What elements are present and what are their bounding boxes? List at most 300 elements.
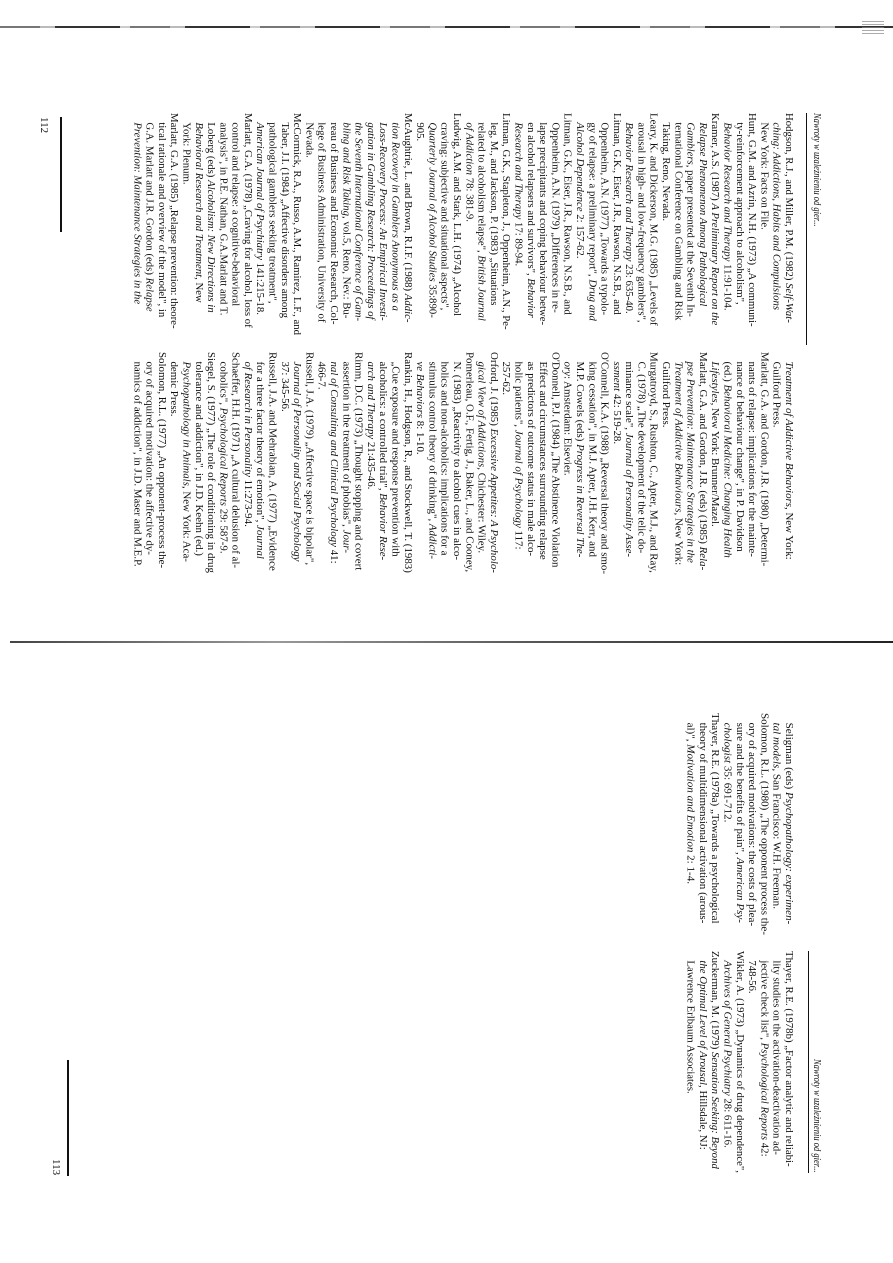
italic-title: ching: Addictions, Habits and Compulsions xyxy=(770,122,782,311)
reference-entry xyxy=(167,352,216,574)
italic-title: Journal of Personality Asse- xyxy=(623,432,635,557)
reference-text: 8: 1-10. xyxy=(414,418,426,455)
page-gutter-line xyxy=(10,641,893,643)
reference-line xyxy=(265,352,277,574)
italic-title: Addic- xyxy=(401,293,413,323)
reference-line xyxy=(597,113,609,335)
reference-line xyxy=(241,113,253,335)
reference-line xyxy=(782,951,794,1173)
reference-text: ty-reinforcement approach to alcoholism", xyxy=(733,122,745,305)
reference-line xyxy=(351,352,363,574)
reference-column-2 xyxy=(130,352,794,574)
reference-entry xyxy=(622,113,659,335)
reference-entry xyxy=(659,352,708,574)
reference-text: analysis", in P.E. Nathan, G.A.Marlatt and T. xyxy=(217,122,229,316)
italic-title: Alcohol Dependence xyxy=(573,122,585,212)
reference-line xyxy=(487,113,499,335)
reference-text: , San Francisco: W.H. Freeman. xyxy=(770,768,782,909)
reference-text: stimulus control theory of drinking", xyxy=(426,361,438,524)
italic-title: pse Prevention: Maintenance Strategies in the xyxy=(684,361,696,563)
reference-line xyxy=(425,113,437,335)
italic-title: gation in Gambling Research: Proceedings of xyxy=(364,122,376,320)
reference-text: Nevada. xyxy=(303,122,315,158)
reference-entry xyxy=(769,352,794,574)
reference-line xyxy=(585,352,597,574)
italic-title: Journal of Psychology xyxy=(512,429,524,528)
reference-entry xyxy=(462,113,511,335)
reference-line xyxy=(671,352,683,574)
italic-title: American Journal of Psychiatry xyxy=(254,122,266,261)
reference-text: , New York: xyxy=(783,507,794,560)
reference-entry xyxy=(683,713,720,935)
reference-line xyxy=(733,352,745,574)
reference-line xyxy=(573,113,585,335)
reference-text: arousal in high- and low-frequency gamblers", xyxy=(635,122,647,323)
italic-title: Excessive Appetites: A Psycholo- xyxy=(487,428,499,573)
reference-text: Marlatt, G.A. and Gordon, J.R. (eds) (1985) xyxy=(696,352,708,547)
reference-line xyxy=(634,113,646,335)
reference-entry xyxy=(130,113,179,335)
reference-line xyxy=(610,352,622,574)
italic-title: Alcoholism: New Directions in xyxy=(205,180,217,313)
reference-line xyxy=(646,113,658,335)
reference-line xyxy=(327,352,339,574)
italic-title: Drug and xyxy=(586,279,598,321)
reference-text: Kramer, A.S. (1987) xyxy=(709,113,721,204)
reference-line xyxy=(708,713,720,935)
reference-text: Hunt, G.M. and Azrin, N.H. (1973) „A communi- xyxy=(746,113,758,327)
reference-text: , New xyxy=(192,277,204,303)
reference-text: Murgatroyd, S., Rushton, C., Apter, M.J., and Ray, xyxy=(647,352,659,573)
reference-text: Lawrence Erlbaum Associates. xyxy=(684,960,696,1094)
reference-line xyxy=(733,951,745,1173)
italic-title: Psychopathology: experimen- xyxy=(783,791,794,925)
reference-line xyxy=(659,352,671,574)
reference-line xyxy=(339,113,351,335)
reference-text: holics and non-alcoholics: implications for a xyxy=(438,361,450,556)
reference-text: tolerance and addiction", in J.D. Keehn (ed.) xyxy=(192,361,204,556)
reference-entry xyxy=(278,352,315,574)
italic-title: Behavior xyxy=(524,278,536,318)
reference-line xyxy=(720,113,732,335)
italic-title: British Journal xyxy=(475,255,487,321)
running-header: Nawroty w uzależnieniu od gier... xyxy=(811,113,822,227)
reference-line xyxy=(757,352,769,574)
reference-text: related to alcoholism relapse", xyxy=(475,122,487,256)
reference-text: Effect and circumstances surrounding relapse xyxy=(537,361,549,560)
reference-line xyxy=(413,113,425,335)
running-header: Nawroty w uzależnieniu od gier... xyxy=(811,1059,822,1173)
reference-line xyxy=(782,713,794,935)
reference-text: 11:91-104. xyxy=(721,261,733,311)
reference-line xyxy=(683,352,695,574)
reference-text: 35: 691-712. xyxy=(721,763,733,823)
reference-line xyxy=(179,352,191,574)
italic-title: Prevention: Maintenance Strategies in the xyxy=(131,122,143,305)
reference-entry xyxy=(413,352,474,574)
reference-text: Thayer, R.E. (1978a) „Towards a psychological xyxy=(709,713,721,924)
italic-title: American Psy- xyxy=(733,857,745,923)
reference-text: leg, M., and Jackson, P. (1983) „Situations xyxy=(487,122,499,306)
reference-line xyxy=(179,113,191,335)
reference-line xyxy=(536,113,548,335)
reference-text: lege of Business Administration, University of xyxy=(315,122,327,323)
italic-title: Treatment of Addictive Behaviors xyxy=(783,361,794,508)
reference-line xyxy=(364,352,376,574)
reference-text: Taking, Reno, Nevada. xyxy=(660,122,672,222)
reference-line xyxy=(511,352,523,574)
reference-line xyxy=(769,713,781,935)
reference-text: nance of behaviour change", in P. Davidson xyxy=(733,361,745,552)
reference-text: 257-62. xyxy=(500,361,512,396)
reference-line xyxy=(696,113,708,335)
reference-line xyxy=(622,113,634,335)
reference-text: en alcohol relapsers and survivors", xyxy=(524,122,536,279)
reference-line xyxy=(376,352,388,574)
italic-title: ssment xyxy=(610,361,622,392)
reference-text: demic Press. xyxy=(168,361,180,417)
reference-text: , Chichester: Wiley. xyxy=(475,467,487,554)
italic-title: tal models xyxy=(770,722,782,769)
reference-line xyxy=(388,352,400,574)
reference-line xyxy=(204,113,216,335)
reference-text: ory of acquired motivation: the affective dy- xyxy=(143,361,155,555)
italic-title: bling and Risk Taking xyxy=(340,122,352,217)
reference-line xyxy=(720,352,732,574)
reference-line xyxy=(683,951,695,1173)
reference-line xyxy=(155,352,167,574)
reference-line xyxy=(683,113,695,335)
reference-text: Marlatt, G.A. (1978) „Craving for alcohol, loss of xyxy=(241,113,253,328)
reference-text: 748-56. xyxy=(746,960,758,994)
reference-text: Orford, J. (1985) xyxy=(487,352,499,429)
reference-text: pathological gamblers seeking treatment", xyxy=(266,122,278,304)
reference-entry xyxy=(720,113,757,335)
reference-text: Wikler, A. (1973) „Dynamics of drug dependence", xyxy=(733,951,745,1173)
reference-text: 466-7. xyxy=(315,361,327,390)
reference-line xyxy=(142,113,154,335)
reference-text: Taber, J.I. (1984) „Affective disorders among xyxy=(278,122,290,319)
reference-text: craving: subjective and situational aspects", xyxy=(438,122,450,311)
reference-text: Marlatt, G.A. (1985) „Relapse prevention: theore- xyxy=(168,113,180,329)
italic-title: Sensation Seeking: Beyond xyxy=(709,1052,721,1169)
reference-entry xyxy=(302,113,413,335)
italic-title: Relapse Phenomenon Among Pathological xyxy=(696,122,708,307)
reference-line xyxy=(376,113,388,335)
reference-line xyxy=(474,352,486,574)
reference-entry xyxy=(720,951,745,1173)
footer-rule xyxy=(67,1060,69,1176)
reference-line xyxy=(216,352,228,574)
reference-text: Marlatt, G.A. and Gordon, J.R. (1980) „Determi- xyxy=(758,352,770,567)
italic-title: Lifestyles xyxy=(709,361,721,403)
reference-line xyxy=(204,352,216,574)
reference-text: Hodgson, R.J., and Miller, P.M. (1982) xyxy=(783,113,794,284)
reference-text: Loberg (eds) xyxy=(205,122,217,181)
reference-text: Litman, G.K., Stapleton, J., Oppenheim, A.N., Pe- xyxy=(500,113,512,330)
italic-title: Treatment of Addictive Behaviours xyxy=(672,361,684,513)
reference-line xyxy=(745,352,757,574)
scan-edge-line xyxy=(0,26,893,28)
reference-text: Solomon, R.L. (1977) „An opponent-process the- xyxy=(155,352,167,569)
reference-line xyxy=(757,713,769,935)
reference-line xyxy=(401,113,413,335)
italic-title: Behavioral Medicine: Changing Health xyxy=(721,384,733,558)
reference-text: N. (1983) „Reactivity to alcohol cues in alco- xyxy=(450,361,462,560)
reference-line xyxy=(401,352,413,574)
reference-text: lity studies on the activation-deactivation ad- xyxy=(770,960,782,1155)
reference-text: coholics", xyxy=(217,361,229,408)
reference-line xyxy=(130,113,142,335)
reference-text: 28: 611-16. xyxy=(721,1095,733,1148)
reference-line xyxy=(560,113,572,335)
italic-title: Behavior Rese- xyxy=(377,493,389,561)
reference-text: ternational Conference on Gambling and Risk xyxy=(672,122,684,321)
reference-text: Zuckerman, M. (1979) xyxy=(709,951,721,1053)
italic-title: Psychological Reports xyxy=(758,1042,770,1141)
reference-line xyxy=(696,352,708,574)
reference-text: 2: 1-4. xyxy=(684,852,696,885)
reference-line xyxy=(142,352,154,574)
reference-text: Litman, G.K., Eiser, J.R., Rawson, N.S.B., and xyxy=(561,113,573,315)
reference-entry xyxy=(769,713,794,935)
reference-text: 141:215-18. xyxy=(254,260,266,315)
reference-text: , vol.5, Reno, Nev.: Bu- xyxy=(340,216,352,319)
reference-line xyxy=(253,352,265,574)
italic-title: Psychopathology in Animals xyxy=(180,361,192,486)
reference-text: 17: 89-94. xyxy=(512,219,524,267)
reference-entry xyxy=(179,113,253,335)
reference-text: Oppenheim, A.N. (1977) „Towards a typolo- xyxy=(598,122,610,316)
reference-text: assertion in the treatment of phobias", xyxy=(340,361,352,530)
reference-text: M.P. Cowels (eds) xyxy=(573,361,585,445)
reference-line xyxy=(745,113,757,335)
reference-entry xyxy=(216,352,241,574)
reference-line xyxy=(782,352,794,574)
reference-line xyxy=(499,352,511,574)
reference-line xyxy=(523,352,535,574)
reference-text: reau of Business and Economic Research, Col- xyxy=(328,122,340,325)
reference-text: , New York: Aca- xyxy=(180,485,192,562)
italic-title: Motivation and Emotion xyxy=(684,744,696,853)
reference-line xyxy=(659,113,671,335)
reference-text: tical rationale and overview of the model", in xyxy=(155,122,167,318)
reference-line xyxy=(696,713,708,935)
reference-line xyxy=(228,113,240,335)
reference-line xyxy=(191,113,203,335)
reference-line xyxy=(167,113,179,335)
reference-line xyxy=(610,113,622,335)
italic-title: Relapse xyxy=(143,277,155,312)
reference-line xyxy=(671,113,683,335)
reference-line xyxy=(437,352,449,574)
reference-text: New York: Facts on File. xyxy=(758,122,770,230)
reference-text: 905. xyxy=(414,122,426,142)
italic-title: ory xyxy=(561,361,573,376)
reference-text: Guilford Press. xyxy=(660,361,672,428)
reference-line xyxy=(769,352,781,574)
reference-text: minance scale", xyxy=(623,361,635,433)
reference-text: ory of acquired motivations: the costs of plea- xyxy=(746,722,758,927)
reference-text: 23: 635-40. xyxy=(623,261,635,314)
reference-entry xyxy=(745,951,794,1173)
italic-title: Gamblers xyxy=(684,122,696,165)
reference-entry xyxy=(511,113,572,335)
reference-line xyxy=(646,352,658,574)
reference-line xyxy=(278,352,290,574)
reference-line xyxy=(769,951,781,1173)
reference-line xyxy=(314,113,326,335)
italic-title: Behavior Research and Therapy xyxy=(623,122,635,262)
reference-text: , New York: Brunner/Mazel. xyxy=(709,402,721,527)
reference-line xyxy=(302,113,314,335)
page-number: 112 xyxy=(38,117,50,134)
italic-title: nal of Consulting and Clinical Psychology xyxy=(328,361,340,547)
reference-column-2 xyxy=(683,951,794,1173)
italic-title: Quarterly Journal of Alcohol Studies xyxy=(426,122,438,282)
header-rule xyxy=(808,951,809,1173)
reference-text: 41: xyxy=(328,546,340,564)
reference-line xyxy=(720,951,732,1173)
reference-line xyxy=(757,113,769,335)
reference-text: 42: xyxy=(758,1140,770,1157)
reference-text: G.A. Marlatt and J.R. Gordon (eds) xyxy=(143,122,155,278)
reference-text: O'Connell, K.A. (1988) „Reversal theory and smo- xyxy=(598,352,610,574)
reference-entry xyxy=(560,352,609,574)
reference-entry xyxy=(659,113,720,335)
italic-title: tion Recovery in Gamblers Anonymous as a xyxy=(389,122,401,311)
reference-entry xyxy=(573,113,622,335)
reference-line xyxy=(597,352,609,574)
reference-text: theory of multidimensional activation (arous- xyxy=(696,722,708,924)
reference-text: 78: 381-9. xyxy=(463,175,475,222)
scan-edge-mark xyxy=(862,20,884,34)
reference-line xyxy=(708,113,720,335)
reference-entry xyxy=(241,352,278,574)
reference-text: Siegel, S. (1977) „The role of conditioning in drug xyxy=(205,352,217,573)
reference-text: „Cue exposure and response prevention with xyxy=(389,361,401,557)
reference-entry xyxy=(720,713,769,935)
reference-text: Seligman (eds) xyxy=(783,722,794,792)
reference-text: Solomon, R.L. (1980) „The opponent process the- xyxy=(758,713,770,935)
reference-text: Litman, G.K., Eiser, J.R., Rawson, N.S.B., and xyxy=(610,113,622,315)
reference-text: gy of relapse: a preliminary report", xyxy=(586,122,598,280)
reference-line xyxy=(745,951,757,1173)
reference-line xyxy=(167,352,179,574)
reference-entry xyxy=(708,352,769,574)
reference-line xyxy=(265,113,277,335)
reference-line xyxy=(622,352,634,574)
reference-line xyxy=(450,113,462,335)
reference-line xyxy=(769,113,781,335)
italic-title: of Addiction xyxy=(463,122,475,176)
reference-line xyxy=(708,951,720,1173)
page-number: 113 xyxy=(50,1159,62,1176)
reference-line xyxy=(462,352,474,574)
italic-title: Psychological Reports xyxy=(217,407,229,507)
italic-title: arch and Therapy xyxy=(364,361,376,440)
reference-line xyxy=(241,352,253,574)
reference-entry xyxy=(683,951,720,1173)
reference-line xyxy=(327,113,339,335)
italic-title: chologist xyxy=(721,722,733,764)
reference-text: (ed.) xyxy=(721,361,733,385)
italic-title: Loss-Recovery Process: An Empirical Investi- xyxy=(377,122,389,321)
reference-text: C. (1978) „The development of the telic do- xyxy=(635,361,647,554)
reference-entry xyxy=(610,352,659,574)
reference-entry xyxy=(757,113,794,335)
reference-text: king cessation", in M.J. Apter, J.H. Kerr, and xyxy=(586,361,598,557)
reference-text: 35:890- xyxy=(426,281,438,318)
reference-text: Rankin, H., Hodgson, R., and Stockwell, T. (1983) xyxy=(401,352,413,573)
reference-text: 117: xyxy=(512,527,524,550)
reference-text: , New York: xyxy=(672,512,684,566)
reference-line xyxy=(474,113,486,335)
reference-text: holic patients", xyxy=(512,361,524,430)
reference-line xyxy=(314,352,326,574)
reference-line xyxy=(290,352,302,574)
reference-entry xyxy=(499,352,560,574)
reference-text: Ludwig, A.M. and Stark, L.H. (1974) „Alcohol xyxy=(450,113,462,317)
reference-line xyxy=(782,113,794,335)
footer-rule xyxy=(60,117,62,232)
reference-text: , paper presented at the Seventh In- xyxy=(684,164,696,317)
reference-line xyxy=(720,713,732,935)
reference-entry xyxy=(253,113,302,335)
reference-line xyxy=(413,352,425,574)
reference-text: alcoholics: a controlled trial", xyxy=(377,361,389,494)
reference-line xyxy=(302,352,314,574)
reference-line xyxy=(351,113,363,335)
reference-line xyxy=(548,113,560,335)
reference-line xyxy=(634,352,646,574)
reference-text: control and relapse: a cognitive-behavioral xyxy=(229,122,241,307)
reference-text: al)", xyxy=(684,722,696,745)
reference-text: 29: 587-9. xyxy=(217,506,229,554)
reference-line xyxy=(548,352,560,574)
reference-text: jective check list", xyxy=(758,960,770,1043)
italic-title: the Seventh International Conference of Gam- xyxy=(352,122,364,322)
reference-line xyxy=(253,113,265,335)
reference-entry xyxy=(413,113,462,335)
reference-line xyxy=(683,713,695,935)
reference-line xyxy=(130,352,142,574)
italic-title: the Optimal Level of Arousal xyxy=(696,960,708,1086)
reference-line xyxy=(511,113,523,335)
reference-line xyxy=(462,113,474,335)
italic-title: ve Behaviors xyxy=(414,361,426,419)
italic-title: Rela- xyxy=(696,546,708,571)
reference-text: 21:435-46. xyxy=(364,439,376,490)
reference-line xyxy=(499,113,511,335)
reference-entry xyxy=(130,352,167,574)
italic-title: of Research in Personality xyxy=(241,361,253,477)
italic-title: Archives of General Psychiatry xyxy=(721,960,733,1096)
reference-text: : Amsterdam: Elsevier. xyxy=(561,375,573,476)
reference-line xyxy=(364,113,376,335)
italic-title: Behavior Research and Therapy xyxy=(721,122,733,262)
reference-line xyxy=(290,113,302,335)
italic-title: Journal xyxy=(254,525,266,559)
reference-line xyxy=(278,113,290,335)
reference-entry xyxy=(364,352,413,574)
reference-line xyxy=(745,713,757,935)
reference-text: 37: 345-56. xyxy=(278,361,290,412)
reference-line xyxy=(696,951,708,1173)
reference-line xyxy=(487,352,499,574)
reference-entry xyxy=(474,352,499,574)
reference-line xyxy=(733,713,745,935)
